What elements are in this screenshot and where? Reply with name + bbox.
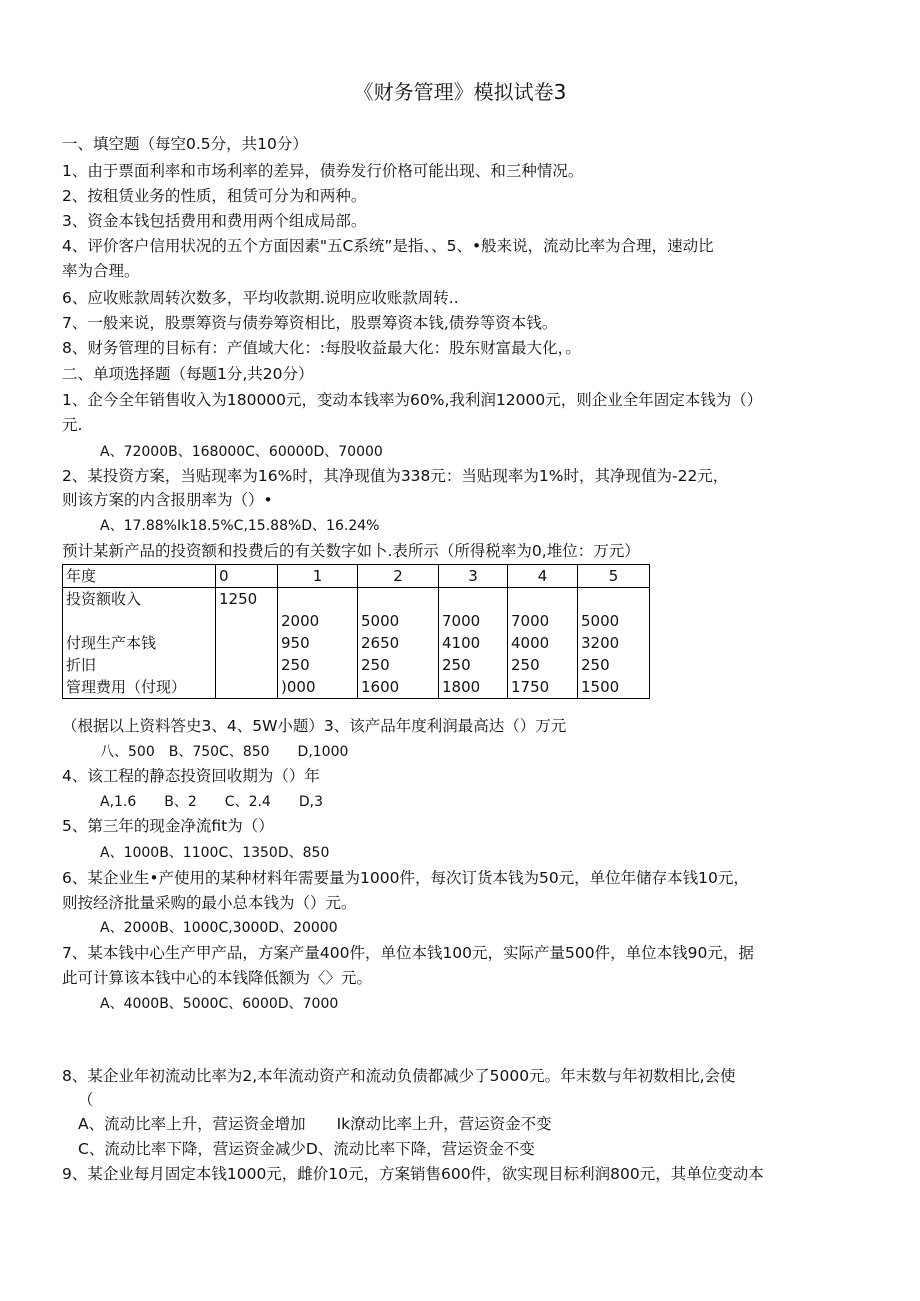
table-cell: 250 — [439, 654, 508, 676]
question-text: 此可计算该本钱中心的本钱降低额为〈〉元。 — [62, 969, 373, 987]
table-cell: 1800 — [439, 676, 508, 699]
table-header-cell: 4 — [508, 565, 578, 588]
answer-options: A、17.88%Ik18.5%C,15.88%D、16.24% — [100, 518, 380, 534]
row-label: 付现生产本钱 — [63, 632, 216, 654]
table-header-cell: 2 — [358, 565, 439, 588]
table-row — [63, 610, 650, 632]
table-header-cell: 1 — [278, 565, 358, 588]
section-heading-fill-blank: 一、填空题（每空0.5分，共10分） — [62, 135, 308, 153]
question-text: 2、按租赁业务的性质，租赁可分为和两种。 — [62, 187, 367, 205]
table-cell: 4000 — [508, 632, 578, 654]
question-text: 6、某企业生•产使用的某种材料年需要量为1000件，每次订货本钱为50元，单位年储存本钱10元， — [62, 869, 749, 887]
table-cell — [216, 610, 278, 632]
question-text: 7、一般来说，股票筹资与债券筹资相比，股票筹资本钱,债券等资本钱。 — [62, 314, 558, 332]
table-cell: 250 — [508, 654, 578, 676]
table-cell: 250 — [358, 654, 439, 676]
question-text: 则该方案的内含报朋率为（）• — [62, 491, 273, 509]
row-label — [63, 610, 216, 632]
answer-options: A、72000B、168000C、60000D、70000 — [100, 444, 383, 460]
question-text: 6、应收账款周转次数多，平均收款期.说明应收账款周转.. — [62, 289, 459, 307]
table-cell: 1500 — [578, 676, 650, 699]
table-cell: 250 — [578, 654, 650, 676]
table-cell: 1750 — [508, 676, 578, 699]
table-header-cell: 年度 — [63, 565, 216, 588]
table-cell — [278, 588, 358, 611]
table-cell — [358, 588, 439, 611]
question-text: 1、由于票面利率和市场利率的差异，债券发行价格可能出现、和三种情况。 — [62, 162, 584, 180]
question-text: 8、财务管理的目标有：产值域大化：:每股收益最大化：股东财富最大化，。 — [62, 339, 581, 357]
question-text: 元. — [62, 416, 83, 434]
table-cell: 250 — [278, 654, 358, 676]
table-row — [63, 654, 650, 676]
table-cell: )000 — [278, 676, 358, 699]
row-label: 管理费用（付现） — [63, 676, 216, 699]
answer-options: A、4000B、5000C、6000D、7000 — [100, 996, 339, 1012]
answer-options: A,1.6 B、2 C、2.4 D,3 — [100, 794, 323, 810]
question-text: （根据以上资料答史3、4、5W小题）3、该产品年度利润最高达（）万元 — [62, 717, 567, 735]
table-cell: 2650 — [358, 632, 439, 654]
question-text: 1、企今全年销售收入为180000元，变动本钱率为60%,我利润12000元，则企业全年固定本钱为（） — [62, 391, 763, 409]
question-text: 9、某企业每月固定本钱1000元，雌价10元，方案销售600件，欲实现目标利润800元，其单位变动本 — [62, 1165, 764, 1183]
table-cell: 950 — [278, 632, 358, 654]
table-cell — [216, 676, 278, 699]
table-cell — [216, 654, 278, 676]
table-cell: 2000 — [278, 610, 358, 632]
table-header-cell: 5 — [578, 565, 650, 588]
table-header-cell: 3 — [439, 565, 508, 588]
table-cell: 5000 — [358, 610, 439, 632]
table-row — [63, 588, 650, 611]
table-header-cell: 0 — [216, 565, 278, 588]
question-text: 8、某企业年初流动比率为2,本年流动资产和流动负债都减少了5000元。年末数与年初数相比,会使 — [62, 1067, 736, 1085]
question-text: 3、资金本钱包括费用和费用两个组成局部。 — [62, 212, 367, 230]
question-text: 4、评价客户信用状况的五个方面因素"五C系统”是指、、5、•般来说，流动比率为合理，速动比 — [62, 237, 714, 255]
table-row — [63, 632, 650, 654]
question-text: 5、第三年的现金净流fit为（） — [62, 817, 274, 835]
question-text: 7、某本钱中心生产甲产品，方案产量400件，单位本钱100元，实际产量500件，单位本钱90元，据 — [62, 944, 754, 962]
investment-table — [62, 564, 650, 699]
answer-options: 八、500 B、750C、850 D,1000 — [100, 744, 349, 760]
table-cell: 4100 — [439, 632, 508, 654]
question-text: 率为合理。 — [62, 262, 140, 280]
table-cell: 7000 — [508, 610, 578, 632]
question-text: 2、某投资方案，当贴现率为16%时，其净现值为338元：当贴现率为1%时，其净现值为-22元， — [62, 467, 729, 485]
table-cell — [578, 588, 650, 611]
answer-options: A、流动比率上升，营运资金增加 Ik潦动比率上升，营运资金不变 — [78, 1115, 552, 1133]
table-cell — [439, 588, 508, 611]
question-text: 4、该工程的静态投资回收期为（）年 — [62, 767, 320, 785]
table-cell — [508, 588, 578, 611]
row-label: 投资额收入 — [63, 588, 216, 611]
table-cell: 1600 — [358, 676, 439, 699]
question-text: （ — [78, 1091, 94, 1109]
table-header-row — [63, 565, 650, 588]
answer-options: A、2000B、1000C,3000D、20000 — [100, 920, 338, 936]
section-heading-single-choice: 二、单项选择题（每题1分,共20分） — [62, 365, 314, 383]
answer-options: C、流动比率下降，营运资金减少D、流动比率下降，营运资金不变 — [78, 1140, 535, 1158]
table-cell: 1250 — [216, 588, 278, 611]
table-row — [63, 676, 650, 699]
table-cell: 3200 — [578, 632, 650, 654]
page-title: 《财务管理》模拟试卷3 — [353, 80, 567, 104]
answer-options: A、1000B、1100C、1350D、850 — [100, 845, 330, 861]
table-caption: 预计某新产品的投资额和投费后的有关数字如卜.表所示（所得税率为0,堆位：万元） — [62, 542, 640, 560]
row-label: 折旧 — [63, 654, 216, 676]
table-cell: 5000 — [578, 610, 650, 632]
table-cell — [216, 632, 278, 654]
question-text: 则按经济批量采购的最小总本钱为（）元。 — [62, 894, 357, 912]
table-cell: 7000 — [439, 610, 508, 632]
